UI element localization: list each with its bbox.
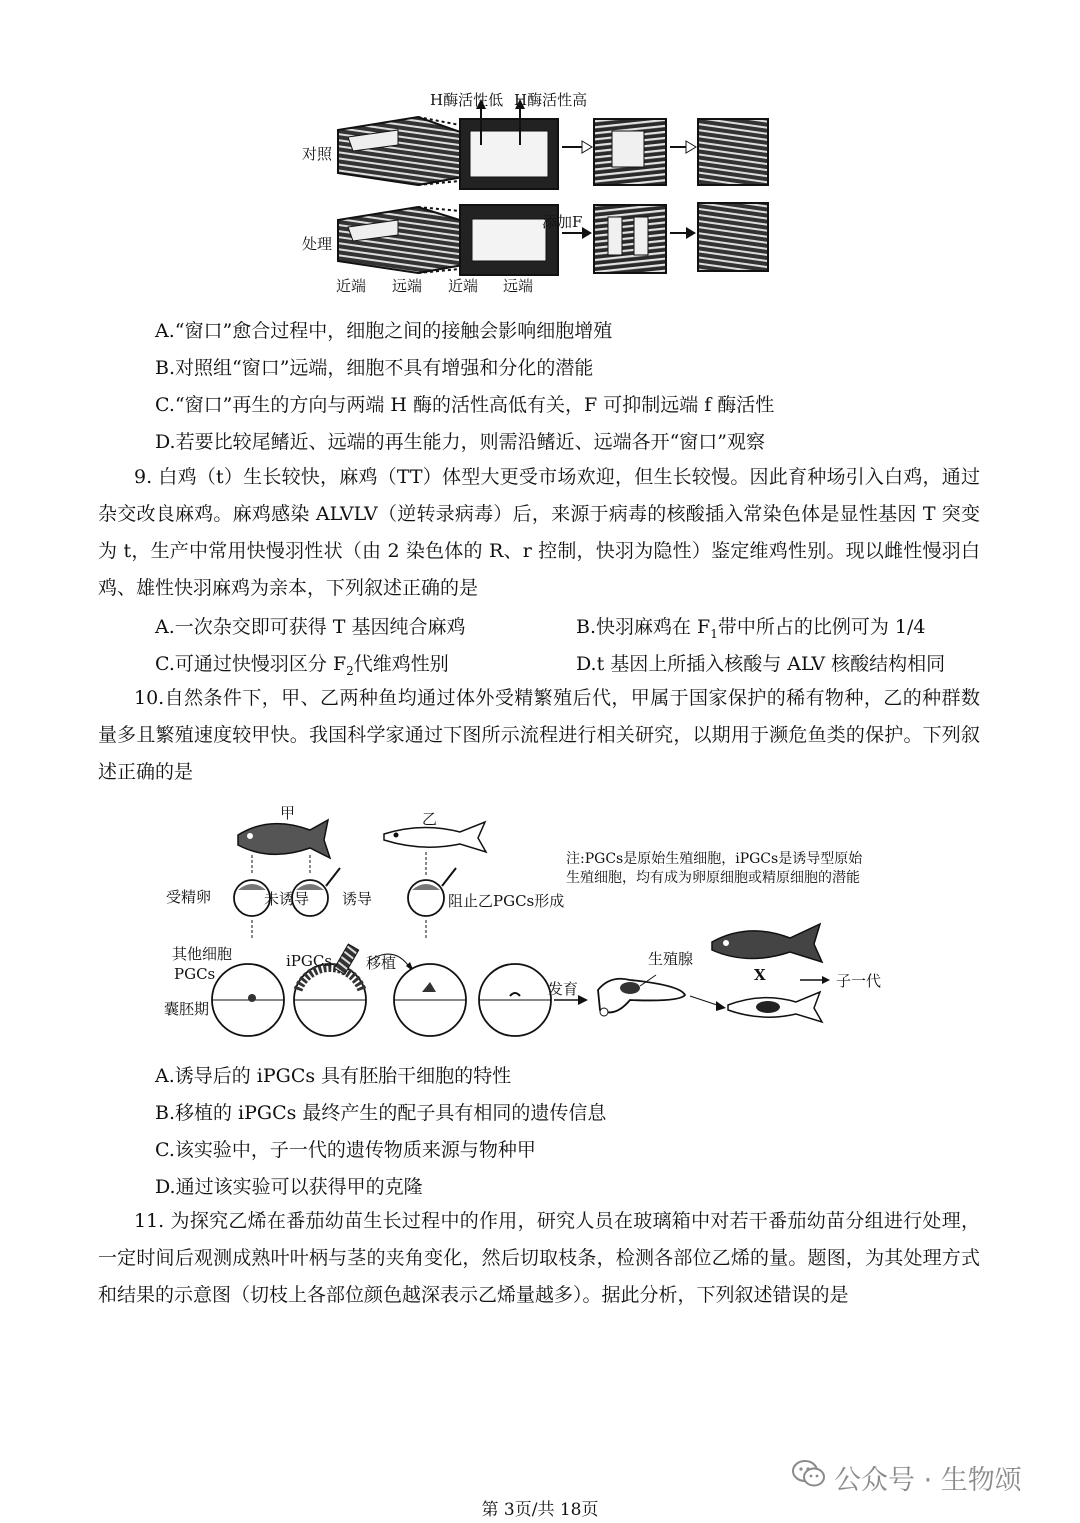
label-other-cells: 其他细胞 [172,945,233,963]
label-induced: 诱导 [342,890,373,908]
end-label: 近端 [336,277,367,295]
label-block-pgcs: 阻止乙PGCs形成 [448,892,565,910]
q9-option-b: B.快羽麻鸡在 $F_1$带中所占的比例可为 1/4 [576,616,926,641]
wechat-icon [792,1459,826,1496]
figure-note-line1: 注:PGCs是原始生殖细胞，iPGCs是诱导型原始 [566,851,863,867]
row-label-control: 对照 [302,145,333,163]
label-ipgcs: iPGCs [286,952,333,970]
label-pgcs: PGCs [174,965,216,983]
watermark-text: 公众号 · 生物颂 [834,1465,1022,1496]
fish-diagram [160,800,920,1040]
arrow-right [562,141,592,153]
label-fertilized-egg: 受精卵 [166,888,212,906]
q8-option-a: A.“窗口”愈合过程中，细胞之间的接触会影响细胞增殖 [155,320,613,342]
q8-option-b: B.对照组“窗口”远端，细胞不具有增强和分化的潜能 [155,357,594,379]
fish-chimera-icon [728,992,822,1022]
fish-adult-icon [712,924,822,962]
label-h-low: H酶活性低 [430,91,504,109]
page-number: 第 3页/共 18页 [481,1500,599,1520]
fin-diagram [298,85,778,300]
q8-option-c: C.“窗口”再生的方向与两端 H 酶的活性高低有关，F 可抑制远端 f 酶活性 [155,394,775,416]
q10-option-a: A.诱导后的 iPGCs 具有胚胎干细胞的特性 [155,1065,512,1087]
label-transplant: 移植 [366,954,397,972]
figure-fish-flow [160,800,920,1040]
label-cross: X [754,966,766,984]
q9-option-d: D.t 基因上所插入核酸与 ALV 核酸结构相同 [576,653,946,675]
label-develop: 发育 [548,980,579,998]
q9-option-a: A.一次杂交即可获得 T 基因纯合麻鸡 [155,616,466,638]
label-yi: 乙 [422,810,438,828]
row-label-treat: 处理 [302,235,333,253]
label-jia: 甲 [280,804,296,822]
figure-note-line2: 生殖细胞，均有成为卵原细胞或精原细胞的潜能 [566,870,860,886]
watermark [792,1458,1022,1497]
q9-stem: 9. 白鸡（t）生长较快，麻鸡（TT）体型大更受市场欢迎，但生长较慢。因此育种场引入白鸡，通过杂交改良麻鸡。麻鸡感染 ALVLV（逆转录病毒）后，来源于病毒的核酸插入常染色体是显性基因 T 突变为 t，生产中常用快慢羽性状（由 2 染色体的 R、r 控制，快羽为隐性）鉴定维鸡性别。现以雌性慢羽白鸡、雄性快羽麻鸡为亲本，下列叙述正确的是 [98,466,980,599]
q9-option-c: C.可通过快慢羽区分 $F_2$代维鸡性别 [155,653,449,678]
label-blastula: 囊胚期 [164,1000,210,1018]
q8-option-d: D.若要比较尾鳍近、远端的再生能力，则需沿鳍近、远端各开“窗口”观察 [155,431,766,453]
q10-option-d: D.通过该实验可以获得甲的克隆 [155,1176,423,1198]
end-label: 远端 [392,277,423,295]
label-gonad: 生殖腺 [648,950,694,968]
end-label: 近端 [448,277,479,295]
fish-jia-icon [238,820,330,858]
end-label: 远端 [503,277,534,295]
q10-option-b: B.移植的 iPGCs 最终产生的配子具有相同的遗传信息 [155,1102,607,1124]
figure-fin-window [298,85,778,300]
label-add-f: 添加F [542,213,583,231]
q11-stem: 11. 为探究乙烯在番茄幼苗生长过程中的作用，研究人员在玻璃箱中对若干番茄幼苗分组进行处理，一定时间后观测成熟叶叶柄与茎的夹角变化，然后切取枝条，检测各部位乙烯的量。题图，为其处理方式和结果的示意图（切枝上各部位颜色越深表示乙烯量越多）。据此分析，下列叙述错误的是 [98,1210,980,1306]
label-not-induced: 未诱导 [264,890,310,908]
q10-option-c: C.该实验中，子一代的遗传物质来源与物种甲 [155,1139,536,1161]
label-h-high: H酶活性高 [514,91,588,109]
label-offspring: 子一代 [836,972,882,990]
q10-stem: 10.自然条件下，甲、乙两种鱼均通过体外受精繁殖后代，甲属于国家保护的稀有物种，乙的种群数量多且繁殖速度较甲快。我国科学家通过下图所示流程进行相关研究，以期用于濒危鱼类的保护。下列叙述正确的是 [98,687,980,783]
